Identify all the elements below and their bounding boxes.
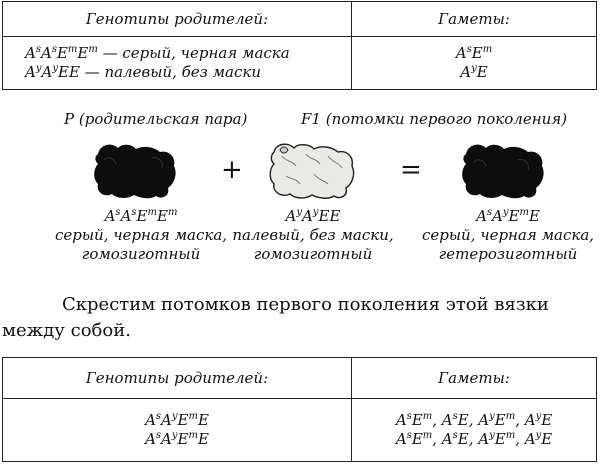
parent2-caption — [213, 207, 413, 264]
equals-sign: = — [400, 155, 422, 185]
offspring-desc-line2: гетерозиготный — [438, 245, 578, 263]
parent2-desc-line1: палевый, без маски, — [232, 226, 394, 244]
gamete-2: $A^yE$ — [460, 63, 488, 81]
offspring-genotype: $A^sA^yE^mE$ — [476, 207, 540, 225]
plus-sign: + — [221, 155, 243, 185]
parent2-desc-line2: гомозиготный — [253, 245, 373, 263]
header-genotypes: Генотипы родителей: — [3, 2, 352, 37]
f1-genotypes-cell — [3, 399, 352, 462]
black-dog-parent-icon — [92, 140, 180, 202]
genotypes-cell — [3, 37, 352, 90]
parent1-genotype: $A^sA^sE^mE^m$ — [104, 207, 178, 225]
header-gametes-2: Гаметы: — [352, 358, 597, 399]
f1-gametes-2: $A^sE^m$, $A^sE$, $A^yE^m$, $A^yE$ — [395, 430, 553, 448]
offspring-label: F1 (потомки первого поколения) — [301, 110, 568, 128]
f1-gametes-cell — [352, 399, 597, 462]
header-genotypes-2: Генотипы родителей: — [3, 358, 352, 399]
gametes-cell — [352, 37, 597, 90]
header-gametes: Гаметы: — [352, 2, 597, 37]
f1-gametes-1: $A^sE^m$, $A^sE$, $A^yE^m$, $A^yE$ — [395, 411, 553, 429]
black-dog-offspring-icon — [460, 140, 548, 202]
parents-genotypes-table — [2, 1, 597, 90]
parent1-caption — [41, 207, 241, 264]
offspring-caption — [408, 207, 600, 264]
parent1-desc-line1: серый, черная маска, — [54, 226, 228, 244]
parents-label: P (родительская пара) — [64, 110, 248, 128]
parent1-desc-line2: гомозиготный — [81, 245, 201, 263]
f1-genotypes-table — [2, 357, 597, 462]
f1-genotype-1: $A^sA^yE^mE$ — [145, 411, 209, 429]
parent2-genotype: $A^yA^yEE$ — [285, 207, 341, 225]
genotype-row-1: $A^sA^sE^mE^m$ — серый, черная маска — [25, 44, 290, 62]
gamete-1: $A^sE^m$ — [455, 44, 493, 62]
offspring-desc-line1: серый, черная маска, — [421, 226, 595, 244]
fawn-dog-parent-icon — [266, 140, 358, 202]
cross-paragraph: Скрестим потомков первого поколения этой вязки между собой. — [2, 294, 549, 341]
genotype-row-2: $A^yA^yEE$ — палевый, без маски — [25, 63, 261, 81]
f1-genotype-2: $A^sA^yE^mE$ — [145, 430, 209, 448]
